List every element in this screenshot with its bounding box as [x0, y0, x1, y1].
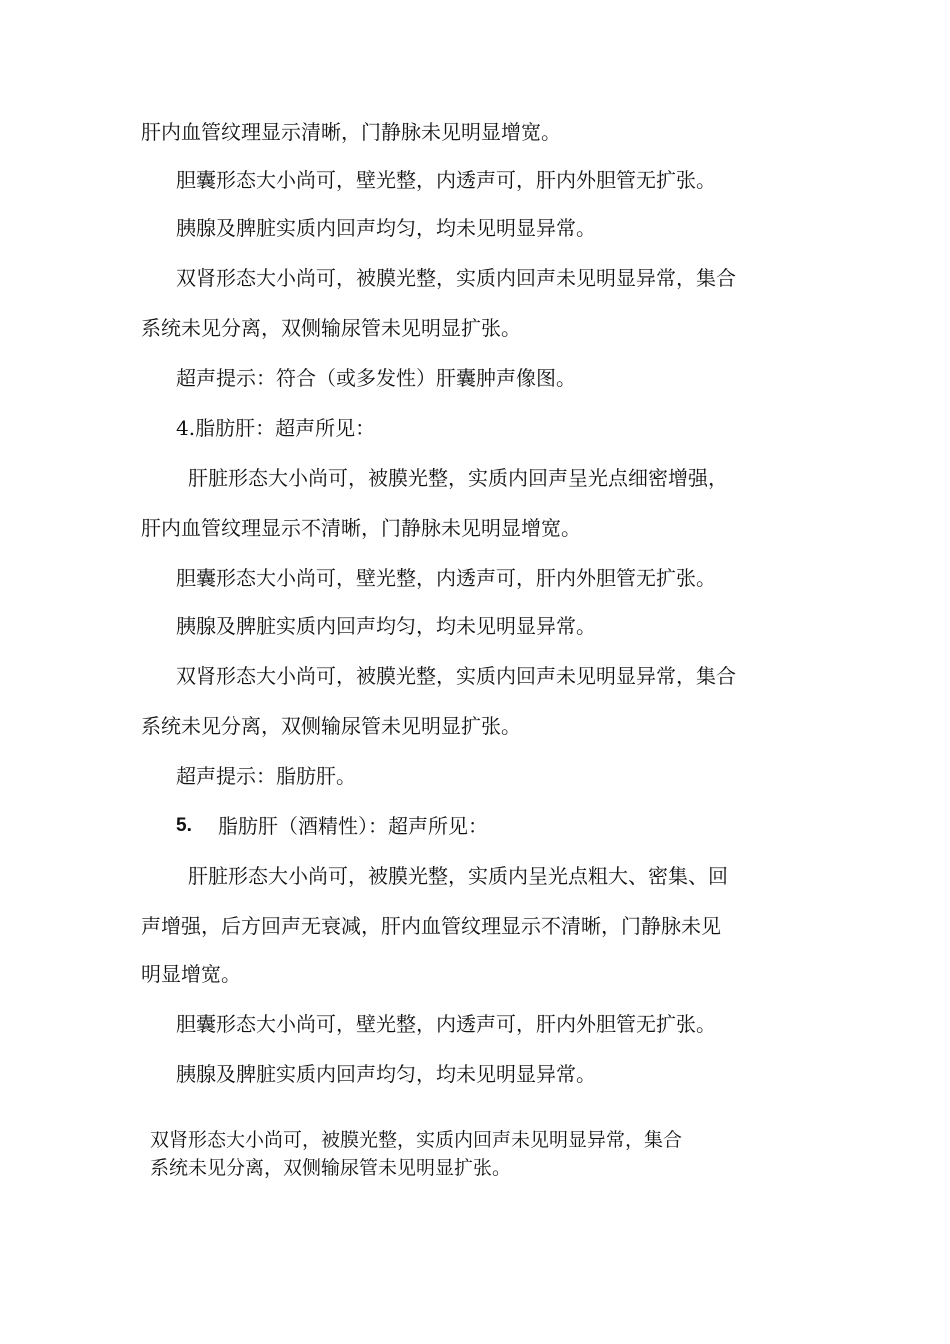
text-line: 胰腺及脾脏实质内回声均匀，均未见明显异常。: [176, 216, 596, 240]
text-line: 胆囊形态大小尚可，壁光整，内透声可，肝内外胆管无扩张。: [176, 168, 716, 192]
text-line: 系统未见分离，双侧输尿管未见明显扩张。: [150, 1157, 512, 1179]
text-line: 胰腺及脾脏实质内回声均匀，均未见明显异常。: [176, 1062, 596, 1086]
text-line: 胰腺及脾脏实质内回声均匀，均未见明显异常。: [176, 614, 596, 638]
text-line: 双肾形态大小尚可，被膜光整，实质内回声未见明显异常，集合: [150, 1129, 683, 1151]
text-line: 肝内血管纹理显示不清晰，门静脉未见明显增宽。: [141, 516, 581, 540]
text-line: 声增强，后方回声无衰减，肝内血管纹理显示不清晰，门静脉未见: [141, 914, 721, 938]
section-heading: 4.脂肪肝：超声所见：: [176, 416, 376, 440]
text-line: 明显增宽。: [141, 962, 241, 986]
text-line: 肝脏形态大小尚可，被膜光整，实质内呈光点粗大、密集、回: [188, 864, 728, 888]
text-line: 超声提示：脂肪肝。: [176, 764, 356, 788]
section-heading: 脂肪肝（酒精性）：超声所见：: [218, 814, 488, 838]
section-number: 5.: [176, 815, 192, 836]
text-line: 肝脏形态大小尚可，被膜光整，实质内回声呈光点细密增强，: [188, 466, 728, 490]
text-line: 胆囊形态大小尚可，壁光整，内透声可，肝内外胆管无扩张。: [176, 1012, 716, 1036]
text-line: 双肾形态大小尚可，被膜光整，实质内回声未见明显异常，集合: [176, 664, 736, 688]
text-line: 双肾形态大小尚可，被膜光整，实质内回声未见明显异常，集合: [176, 266, 736, 290]
text-line: 系统未见分离，双侧输尿管未见明显扩张。: [141, 714, 521, 738]
text-line: 肝内血管纹理显示清晰，门静脉未见明显增宽。: [141, 120, 561, 144]
text-line: 超声提示：符合（或多发性）肝囊肿声像图。: [176, 366, 576, 390]
text-line: 胆囊形态大小尚可，壁光整，内透声可，肝内外胆管无扩张。: [176, 566, 716, 590]
text-line: 系统未见分离，双侧输尿管未见明显扩张。: [141, 316, 521, 340]
